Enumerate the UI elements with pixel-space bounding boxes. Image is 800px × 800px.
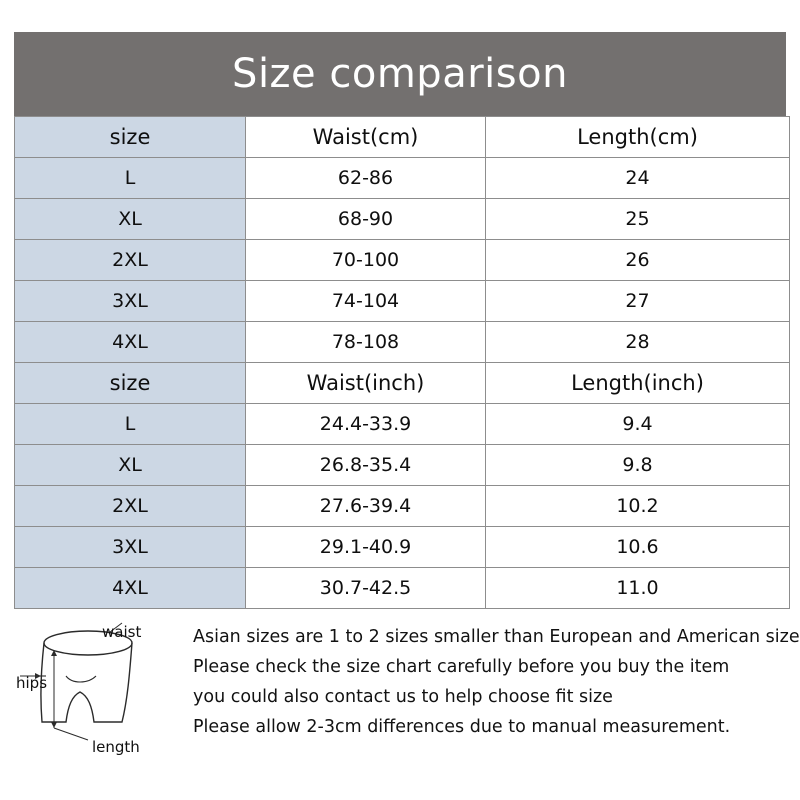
size-table <box>14 116 790 609</box>
column-header-length-cm: Length(cm) <box>486 117 790 158</box>
cell-size: XL <box>15 199 246 240</box>
cell-size: 2XL <box>15 486 246 527</box>
table-row <box>15 158 790 199</box>
cell-length: 25 <box>486 199 790 240</box>
cell-size: L <box>15 158 246 199</box>
cell-length: 10.2 <box>486 486 790 527</box>
boxer-measurement-diagram <box>10 610 185 760</box>
table-header-row-cm <box>15 117 790 158</box>
cell-size: 3XL <box>15 527 246 568</box>
cell-size: 3XL <box>15 281 246 322</box>
header-banner <box>14 32 786 116</box>
cell-waist: 26.8-35.4 <box>246 445 486 486</box>
label-waist: waist <box>102 623 142 641</box>
cell-length: 9.8 <box>486 445 790 486</box>
cell-waist: 27.6-39.4 <box>246 486 486 527</box>
page-title: Size comparison <box>232 51 568 97</box>
table-row <box>15 281 790 322</box>
size-table-container <box>14 116 786 609</box>
cell-size: L <box>15 404 246 445</box>
cell-waist: 70-100 <box>246 240 486 281</box>
table-row <box>15 527 790 568</box>
cell-length: 26 <box>486 240 790 281</box>
column-header-size-inch: size <box>15 363 246 404</box>
table-row <box>15 240 790 281</box>
cell-waist: 30.7-42.5 <box>246 568 486 609</box>
column-header-waist-inch: Waist(inch) <box>246 363 486 404</box>
label-hips: hips <box>16 674 48 692</box>
table-header-row-inch <box>15 363 790 404</box>
table-row <box>15 486 790 527</box>
cell-length: 9.4 <box>486 404 790 445</box>
cell-waist: 62-86 <box>246 158 486 199</box>
note-line: Asian sizes are 1 to 2 sizes smaller than European and American size <box>193 627 800 647</box>
table-row <box>15 199 790 240</box>
cell-size: 4XL <box>15 322 246 363</box>
column-header-length-inch: Length(inch) <box>486 363 790 404</box>
cell-waist: 29.1-40.9 <box>246 527 486 568</box>
notes-list <box>193 622 800 742</box>
cell-size: 2XL <box>15 240 246 281</box>
cell-length: 28 <box>486 322 790 363</box>
note-line: Please allow 2-3cm differences due to manual measurement. <box>193 717 731 737</box>
table-row <box>15 445 790 486</box>
table-row <box>15 404 790 445</box>
cell-length: 24 <box>486 158 790 199</box>
column-header-waist-cm: Waist(cm) <box>246 117 486 158</box>
cell-waist: 68-90 <box>246 199 486 240</box>
cell-size: 4XL <box>15 568 246 609</box>
column-header-size-cm: size <box>15 117 246 158</box>
label-length: length <box>92 738 140 756</box>
cell-length: 10.6 <box>486 527 790 568</box>
cell-waist: 78-108 <box>246 322 486 363</box>
cell-length: 11.0 <box>486 568 790 609</box>
note-line: Please check the size chart carefully before you buy the item <box>193 657 730 677</box>
table-row <box>15 322 790 363</box>
cell-waist: 24.4-33.9 <box>246 404 486 445</box>
note-line: you could also contact us to help choose fit size <box>193 687 613 707</box>
cell-size: XL <box>15 445 246 486</box>
cell-length: 27 <box>486 281 790 322</box>
bottom-section <box>0 600 800 800</box>
cell-waist: 74-104 <box>246 281 486 322</box>
